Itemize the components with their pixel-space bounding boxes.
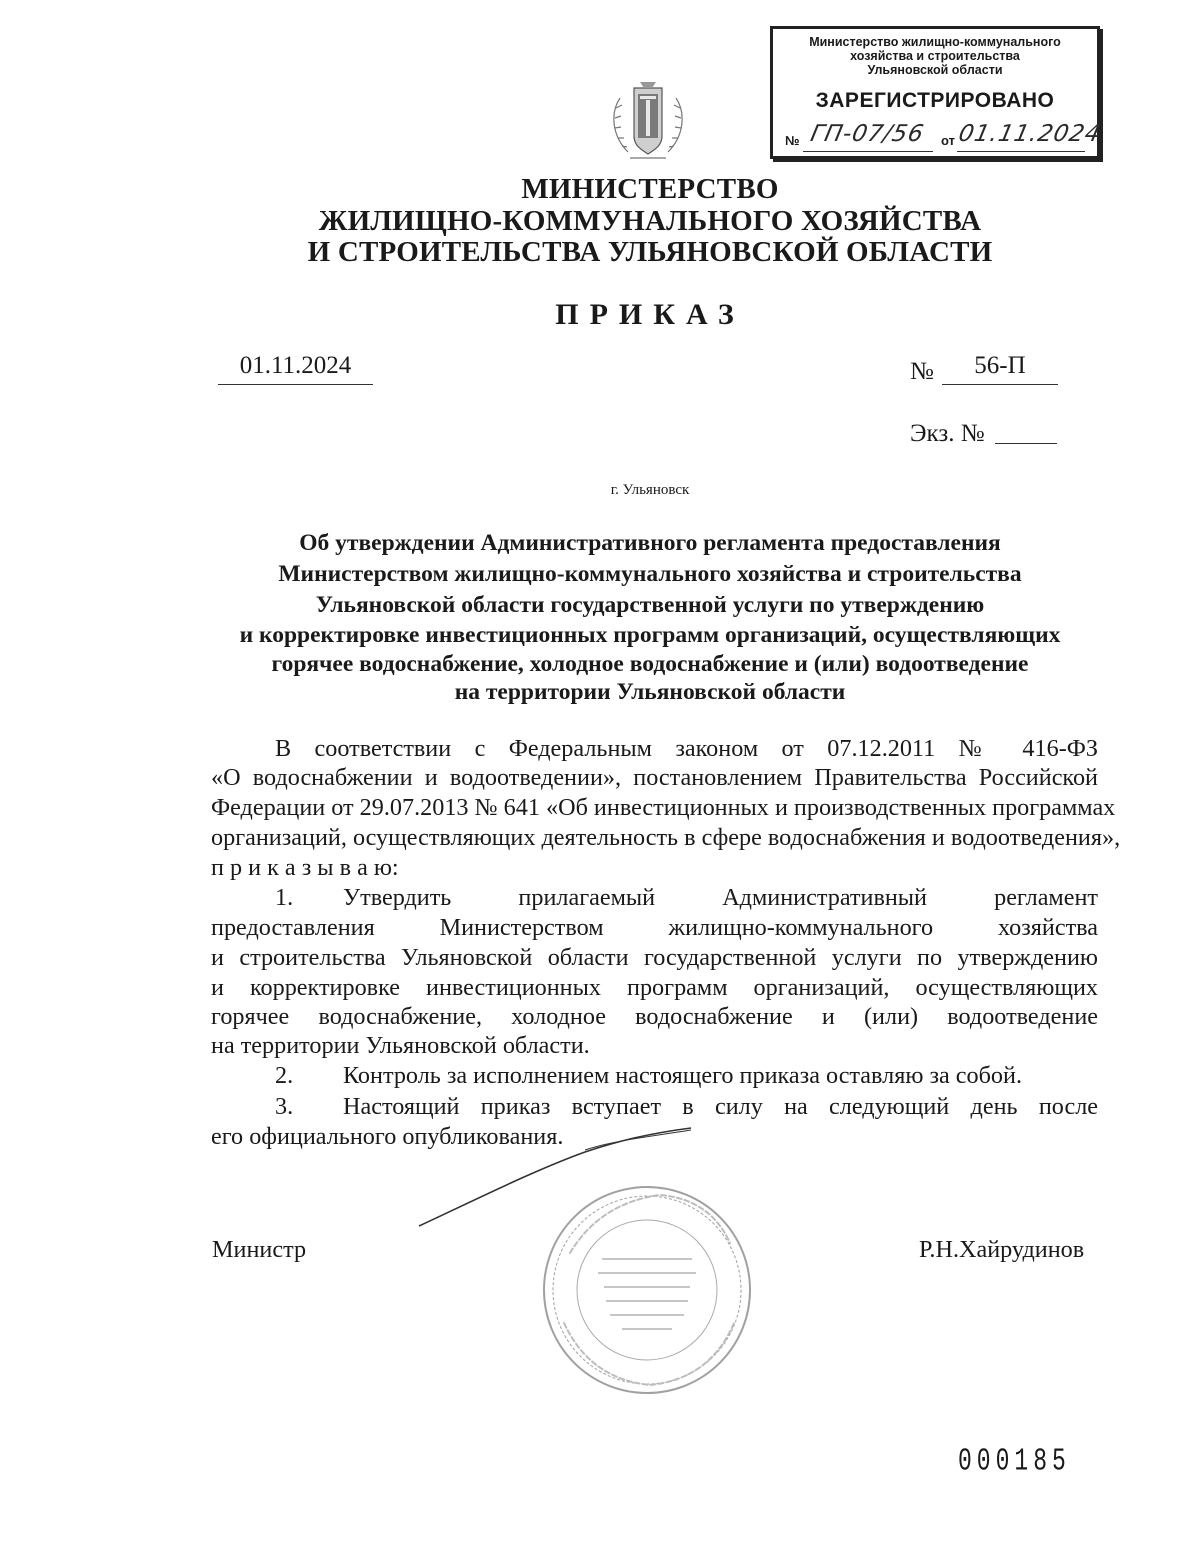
registration-stamp: [770, 26, 1104, 159]
item-line: и корректировке инвестиционных программ организаций, осуществляющих: [211, 974, 1098, 1001]
stamp-date-label: от: [941, 133, 955, 148]
ministry-name-line-1: МИНИСТЕРСТВО: [521, 173, 779, 205]
item-line: Настоящий приказ вступает в силу на следующий день после: [343, 1093, 1098, 1120]
preamble-line: организаций, осуществляющих деятельность в сфере водоснабжения и водоотведения»,: [211, 824, 1121, 851]
stamp-org-line-3: Ульяновской области: [867, 63, 1003, 77]
stamp-org-line-1: Министерство жилищно-коммунального: [809, 35, 1061, 49]
city: г. Ульяновск: [610, 482, 690, 498]
copy-number-blank: [995, 443, 1057, 444]
ministry-name-line-2: ЖИЛИЩНО-КОММУНАЛЬНОГО ХОЗЯЙСТВА: [318, 205, 982, 237]
item-number: 3.: [275, 1093, 294, 1120]
item-line: его официального опубликования.: [211, 1123, 564, 1150]
stamp-org-line-2: хозяйства и строительства: [850, 49, 1020, 63]
signature-icon: [415, 1120, 695, 1230]
title-line: на территории Ульяновской области: [454, 679, 846, 705]
page-serial-number: 000185: [958, 1444, 1071, 1480]
title-line: горячее водоснабжение, холодное водоснабжение и (или) водоотведение: [271, 651, 1029, 677]
signatory-name: Р.Н.Хайрудинов: [919, 1236, 1085, 1263]
item-number: 2.: [275, 1062, 294, 1089]
item-line: горячее водоснабжение, холодное водоснабжение и (или) водоотведение: [211, 1003, 1098, 1030]
item-number: 1.: [275, 884, 294, 911]
preamble-line: «О водоснабжении и водоотведении», постановлением Правительства Российской: [211, 764, 1098, 791]
item-line: Утвердить прилагаемый Административный регламент: [343, 884, 1098, 911]
order-date: 01.11.2024: [218, 352, 373, 385]
document-type: ПРИКАЗ: [555, 298, 745, 331]
ministry-name-line-3: И СТРОИТЕЛЬСТВА УЛЬЯНОВСКОЙ ОБЛАСТИ: [307, 236, 993, 268]
title-line: Министерством жилищно-коммунального хозяйства и строительства: [278, 561, 1022, 587]
title-line: Ульяновской области государственной услуги по утверждению: [315, 592, 985, 618]
stamp-number-value: ГП-07/56: [808, 121, 927, 147]
order-number: 56-П: [942, 352, 1058, 385]
item-line: Контроль за исполнением настоящего приказа оставляю за собой.: [343, 1062, 1022, 1089]
signatory-position: Министр: [212, 1236, 307, 1263]
stamp-status: ЗАРЕГИСТРИРОВАНО: [815, 89, 1055, 112]
order-number-label: №: [910, 358, 934, 385]
copy-number-label: Экз. №: [910, 420, 985, 447]
preamble-line: Федерации от 29.07.2013 № 641 «Об инвестиционных и производственных программах: [211, 794, 1116, 821]
coat-of-arms-icon: [600, 78, 696, 166]
title-line: и корректировке инвестиционных программ организаций, осуществляющих: [239, 622, 1061, 648]
stamp-number-underline: [803, 151, 933, 152]
title-line: Об утверждении Административного регламента предоставления: [299, 530, 1001, 556]
stamp-date-value: 01.11.2024: [956, 121, 1104, 147]
stamp-number-label: №: [785, 133, 800, 148]
order-keyword: п р и к а з ы в а ю:: [211, 854, 399, 881]
item-line: на территории Ульяновской области.: [211, 1032, 590, 1059]
stamp-date-underline: [957, 151, 1085, 152]
item-line: предоставления Министерством жилищно-коммунального хозяйства: [211, 914, 1098, 941]
item-line: и строительства Ульяновской области государственной услуги по утверждению: [211, 944, 1098, 971]
preamble-line: В соответствии с Федеральным законом от 07.12.2011 № 416-ФЗ: [275, 735, 1098, 762]
